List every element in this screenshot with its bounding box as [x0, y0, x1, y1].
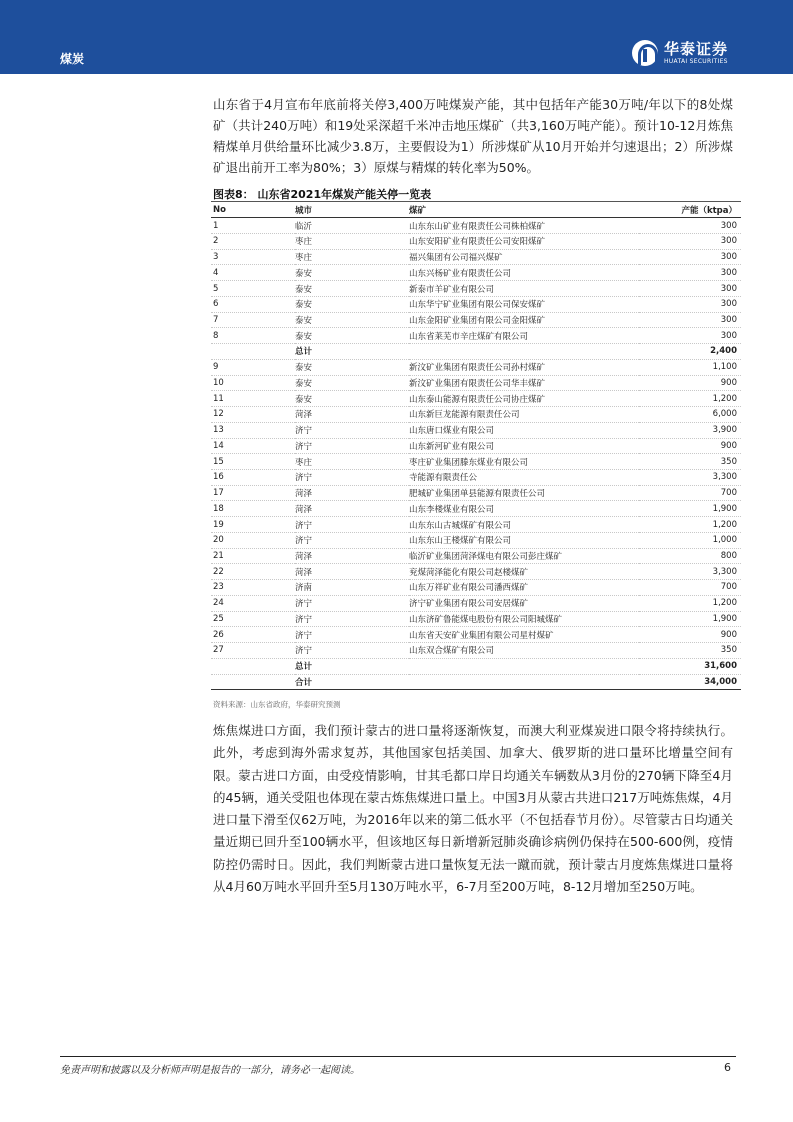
- cell-total-capacity: 34,000: [639, 674, 741, 690]
- cell-city: 济宁: [295, 532, 409, 548]
- cell-capacity: 300: [639, 249, 741, 265]
- brand-name-en: HUATAI SECURITIES: [664, 57, 728, 65]
- table-row: [211, 438, 741, 454]
- cell-no: 19: [211, 517, 295, 533]
- cell-no: 1: [211, 218, 295, 234]
- cell-capacity: 300: [639, 296, 741, 312]
- cell-mine: 新汶矿业集团有限责任公司孙村煤矿: [409, 359, 639, 375]
- cell-city: 菏泽: [295, 501, 409, 517]
- table-row: [211, 564, 741, 580]
- cell-no: 6: [211, 296, 295, 312]
- cell-capacity: 900: [639, 375, 741, 391]
- cell-city: 泰安: [295, 312, 409, 328]
- cell-capacity: 350: [639, 643, 741, 659]
- cell-capacity: 300: [639, 233, 741, 249]
- cell-mine: 山东万祥矿业有限公司潘西煤矿: [409, 580, 639, 596]
- table-row: [211, 218, 741, 234]
- cell-capacity: 300: [639, 218, 741, 234]
- cell-no: 11: [211, 391, 295, 407]
- table-row: [211, 485, 741, 501]
- table-row: [211, 407, 741, 423]
- cell-mine: 山东兴杨矿业有限责任公司: [409, 265, 639, 281]
- table-row: [211, 391, 741, 407]
- cell-capacity: 1,200: [639, 517, 741, 533]
- cell-capacity: 350: [639, 454, 741, 470]
- capacity-table: [211, 202, 741, 690]
- cell-total-label: 合计: [295, 674, 409, 690]
- cell-no: 24: [211, 595, 295, 611]
- table-row: [211, 296, 741, 312]
- cell-capacity: 300: [639, 312, 741, 328]
- cell-mine: 山东省天安矿业集团有限公司星村煤矿: [409, 627, 639, 643]
- brand-text: [664, 41, 728, 66]
- cell-no: 8: [211, 328, 295, 344]
- cell-mine: [409, 344, 639, 360]
- table-row: [211, 281, 741, 297]
- cell-city: 临沂: [295, 218, 409, 234]
- cell-no: 10: [211, 375, 295, 391]
- cell-total-capacity: 2,400: [639, 344, 741, 360]
- table-row: [211, 469, 741, 485]
- brand-logo: [632, 40, 728, 66]
- intro-paragraph: 山东省于4月宣布年底前将关停3,400万吨煤炭产能，其中包括年产能30万吨/年以下的8处煤矿（共计240万吨）和19处采深超千米冲击地压煤矿（共3,160万吨产能）。预计10-12月炼焦精煤单月供给量环比减少3.8万，主要假设为1）所涉煤矿从10月开始并匀速退出；2）所涉煤矿退出前开工率为80%；3）原煤与精煤的转化率为50%。: [213, 97, 733, 175]
- cell-mine: [409, 658, 639, 674]
- cell-city: 济南: [295, 580, 409, 596]
- cell-city: 泰安: [295, 391, 409, 407]
- cell-capacity: 3,300: [639, 564, 741, 580]
- cell-city: 济宁: [295, 517, 409, 533]
- cell-no: [211, 344, 295, 360]
- cell-no: 15: [211, 454, 295, 470]
- cell-mine: 山东济矿鲁能煤电股份有限公司阳城煤矿: [409, 611, 639, 627]
- page-number: 6: [724, 1061, 731, 1074]
- cell-city: 泰安: [295, 328, 409, 344]
- cell-mine: 山东华宁矿业集团有限公司保安煤矿: [409, 296, 639, 312]
- cell-capacity: 1,200: [639, 391, 741, 407]
- cell-no: 25: [211, 611, 295, 627]
- cell-capacity: 3,300: [639, 469, 741, 485]
- cell-mine: 山东东山矿业有限责任公司株柏煤矿: [409, 218, 639, 234]
- cell-capacity: 700: [639, 580, 741, 596]
- cell-mine: 临沂矿业集团菏泽煤电有限公司彭庄煤矿: [409, 548, 639, 564]
- cell-capacity: 1,900: [639, 611, 741, 627]
- figure-source: 资料来源：山东省政府，华泰研究预测: [213, 700, 341, 709]
- cell-no: 16: [211, 469, 295, 485]
- cell-no: 21: [211, 548, 295, 564]
- cell-mine: 山东李楼煤业有限公司: [409, 501, 639, 517]
- cell-mine: 山东泰山能源有限责任公司协庄煤矿: [409, 391, 639, 407]
- cell-no: 4: [211, 265, 295, 281]
- cell-capacity: 300: [639, 265, 741, 281]
- subtotal-row: [211, 344, 741, 360]
- table-row: [211, 548, 741, 564]
- cell-city: 菏泽: [295, 564, 409, 580]
- cell-capacity: 300: [639, 281, 741, 297]
- cell-city: 泰安: [295, 281, 409, 297]
- cell-no: 23: [211, 580, 295, 596]
- cell-city: 菏泽: [295, 485, 409, 501]
- cell-mine: 肥城矿业集团单县能源有限责任公司: [409, 485, 639, 501]
- table-row: [211, 454, 741, 470]
- cell-no: 5: [211, 281, 295, 297]
- cell-no: [211, 658, 295, 674]
- cell-city: 枣庄: [295, 454, 409, 470]
- table-body: [211, 218, 741, 690]
- table-row: [211, 627, 741, 643]
- cell-total-capacity: 31,600: [639, 658, 741, 674]
- grand-total-row: [211, 674, 741, 690]
- cell-capacity: 900: [639, 438, 741, 454]
- footer-disclaimer: 免责声明和披露以及分析师声明是报告的一部分，请务必一起阅读。: [60, 1065, 360, 1076]
- cell-capacity: 1,900: [639, 501, 741, 517]
- cell-no: 13: [211, 422, 295, 438]
- cell-mine: 山东东山古城煤矿有限公司: [409, 517, 639, 533]
- cell-capacity: 1,000: [639, 532, 741, 548]
- cell-no: 7: [211, 312, 295, 328]
- cell-mine: 新汶矿业集团有限责任公司华丰煤矿: [409, 375, 639, 391]
- cell-mine: 山东新河矿业有限公司: [409, 438, 639, 454]
- col-header-no: No: [211, 202, 295, 218]
- cell-mine: 山东唐口煤业有限公司: [409, 422, 639, 438]
- figure-title: 图表8： 山东省2021年煤炭产能关停一览表: [213, 188, 432, 201]
- cell-capacity: 700: [639, 485, 741, 501]
- cell-capacity: 1,100: [639, 359, 741, 375]
- section-label: 煤炭: [60, 52, 85, 66]
- table-row: [211, 532, 741, 548]
- table-row: [211, 595, 741, 611]
- cell-mine: 济宁矿业集团有限公司安居煤矿: [409, 595, 639, 611]
- cell-mine: 寺能源有限责任公: [409, 469, 639, 485]
- cell-city: 泰安: [295, 375, 409, 391]
- cell-capacity: 300: [639, 328, 741, 344]
- cell-city: 枣庄: [295, 249, 409, 265]
- huatai-logo-icon: [632, 40, 658, 66]
- cell-no: 18: [211, 501, 295, 517]
- footer-rule: [60, 1056, 736, 1057]
- table-row: [211, 611, 741, 627]
- cell-mine: 山东安阳矿业有限责任公司安阳煤矿: [409, 233, 639, 249]
- cell-capacity: 3,900: [639, 422, 741, 438]
- cell-no: 22: [211, 564, 295, 580]
- table-row: [211, 265, 741, 281]
- brand-name-cn: 华泰证券: [664, 39, 729, 58]
- subtotal-row: [211, 658, 741, 674]
- cell-no: 14: [211, 438, 295, 454]
- cell-no: 20: [211, 532, 295, 548]
- cell-no: [211, 674, 295, 690]
- col-header-mine: 煤矿: [409, 202, 639, 218]
- table-row: [211, 501, 741, 517]
- cell-mine: 福兴集团有公司福兴煤矿: [409, 249, 639, 265]
- cell-mine: 兖煤菏泽能化有限公司赵楼煤矿: [409, 564, 639, 580]
- col-header-city: 城市: [295, 202, 409, 218]
- cell-no: 9: [211, 359, 295, 375]
- cell-city: 泰安: [295, 265, 409, 281]
- cell-mine: 新泰市羊矿业有限公司: [409, 281, 639, 297]
- cell-no: 26: [211, 627, 295, 643]
- cell-total-label: 总计: [295, 344, 409, 360]
- cell-city: 济宁: [295, 643, 409, 659]
- cell-no: 27: [211, 643, 295, 659]
- cell-total-label: 总计: [295, 658, 409, 674]
- cell-capacity: 1,200: [639, 595, 741, 611]
- cell-no: 12: [211, 407, 295, 423]
- table-row: [211, 422, 741, 438]
- cell-capacity: 800: [639, 548, 741, 564]
- table-row: [211, 233, 741, 249]
- col-header-capacity: 产能（ktpa）: [639, 202, 741, 218]
- cell-mine: 山东金阳矿业集团有限公司金阳煤矿: [409, 312, 639, 328]
- cell-city: 济宁: [295, 438, 409, 454]
- cell-city: 菏泽: [295, 548, 409, 564]
- table-row: [211, 580, 741, 596]
- cell-city: 枣庄: [295, 233, 409, 249]
- cell-city: 济宁: [295, 611, 409, 627]
- cell-mine: 枣庄矿业集团滕东煤业有限公司: [409, 454, 639, 470]
- table-row: [211, 328, 741, 344]
- cell-city: 济宁: [295, 595, 409, 611]
- body-paragraph: 炼焦煤进口方面，我们预计蒙古的进口量将逐渐恢复，而澳大利亚煤炭进口限令将持续执行。此外，考虑到海外需求复苏，其他国家包括美国、加拿大、俄罗斯的进口量环比增量空间有限。蒙古进口方面，由受疫情影响，甘其毛都口岸日均通关车辆数从3月份的270辆下降至4月的45辆，通关受阻也体现在蒙古炼焦煤进口量上。中国3月从蒙古共进口217万吨炼焦煤，4月进口量下滑至仅62万吨，为2016年以来的第二低水平（不包括春节月份）。尽管蒙古日均通关量近期已回升至100辆水平，但该地区每日新增新冠肺炎确诊病例仍保持在500-600例，疫情防控仍需时日。因此，我们判断蒙古进口量恢复无法一蹴而就，预计蒙古月度炼焦煤进口量将从4月60万吨水平回升至5月130万吨水平，6-7月至200万吨，8-12月增加至250万吨。: [213, 723, 733, 895]
- table-row: [211, 375, 741, 391]
- cell-capacity: 900: [639, 627, 741, 643]
- cell-mine: 山东新巨龙能源有限责任公司: [409, 407, 639, 423]
- table-row: [211, 643, 741, 659]
- cell-mine: 山东省莱芜市辛庄煤矿有限公司: [409, 328, 639, 344]
- cell-mine: 山东东山王楼煤矿有限公司: [409, 532, 639, 548]
- cell-city: 泰安: [295, 359, 409, 375]
- table-row: [211, 359, 741, 375]
- cell-no: 17: [211, 485, 295, 501]
- table-row: [211, 517, 741, 533]
- cell-city: 济宁: [295, 422, 409, 438]
- cell-city: 泰安: [295, 296, 409, 312]
- cell-capacity: 6,000: [639, 407, 741, 423]
- table-row: [211, 249, 741, 265]
- table-row: [211, 312, 741, 328]
- cell-city: 济宁: [295, 469, 409, 485]
- cell-mine: 山东双合煤矿有限公司: [409, 643, 639, 659]
- table-header-row: [211, 202, 741, 218]
- cell-no: 2: [211, 233, 295, 249]
- cell-no: 3: [211, 249, 295, 265]
- cell-city: 菏泽: [295, 407, 409, 423]
- cell-mine: [409, 674, 639, 690]
- cell-city: 济宁: [295, 627, 409, 643]
